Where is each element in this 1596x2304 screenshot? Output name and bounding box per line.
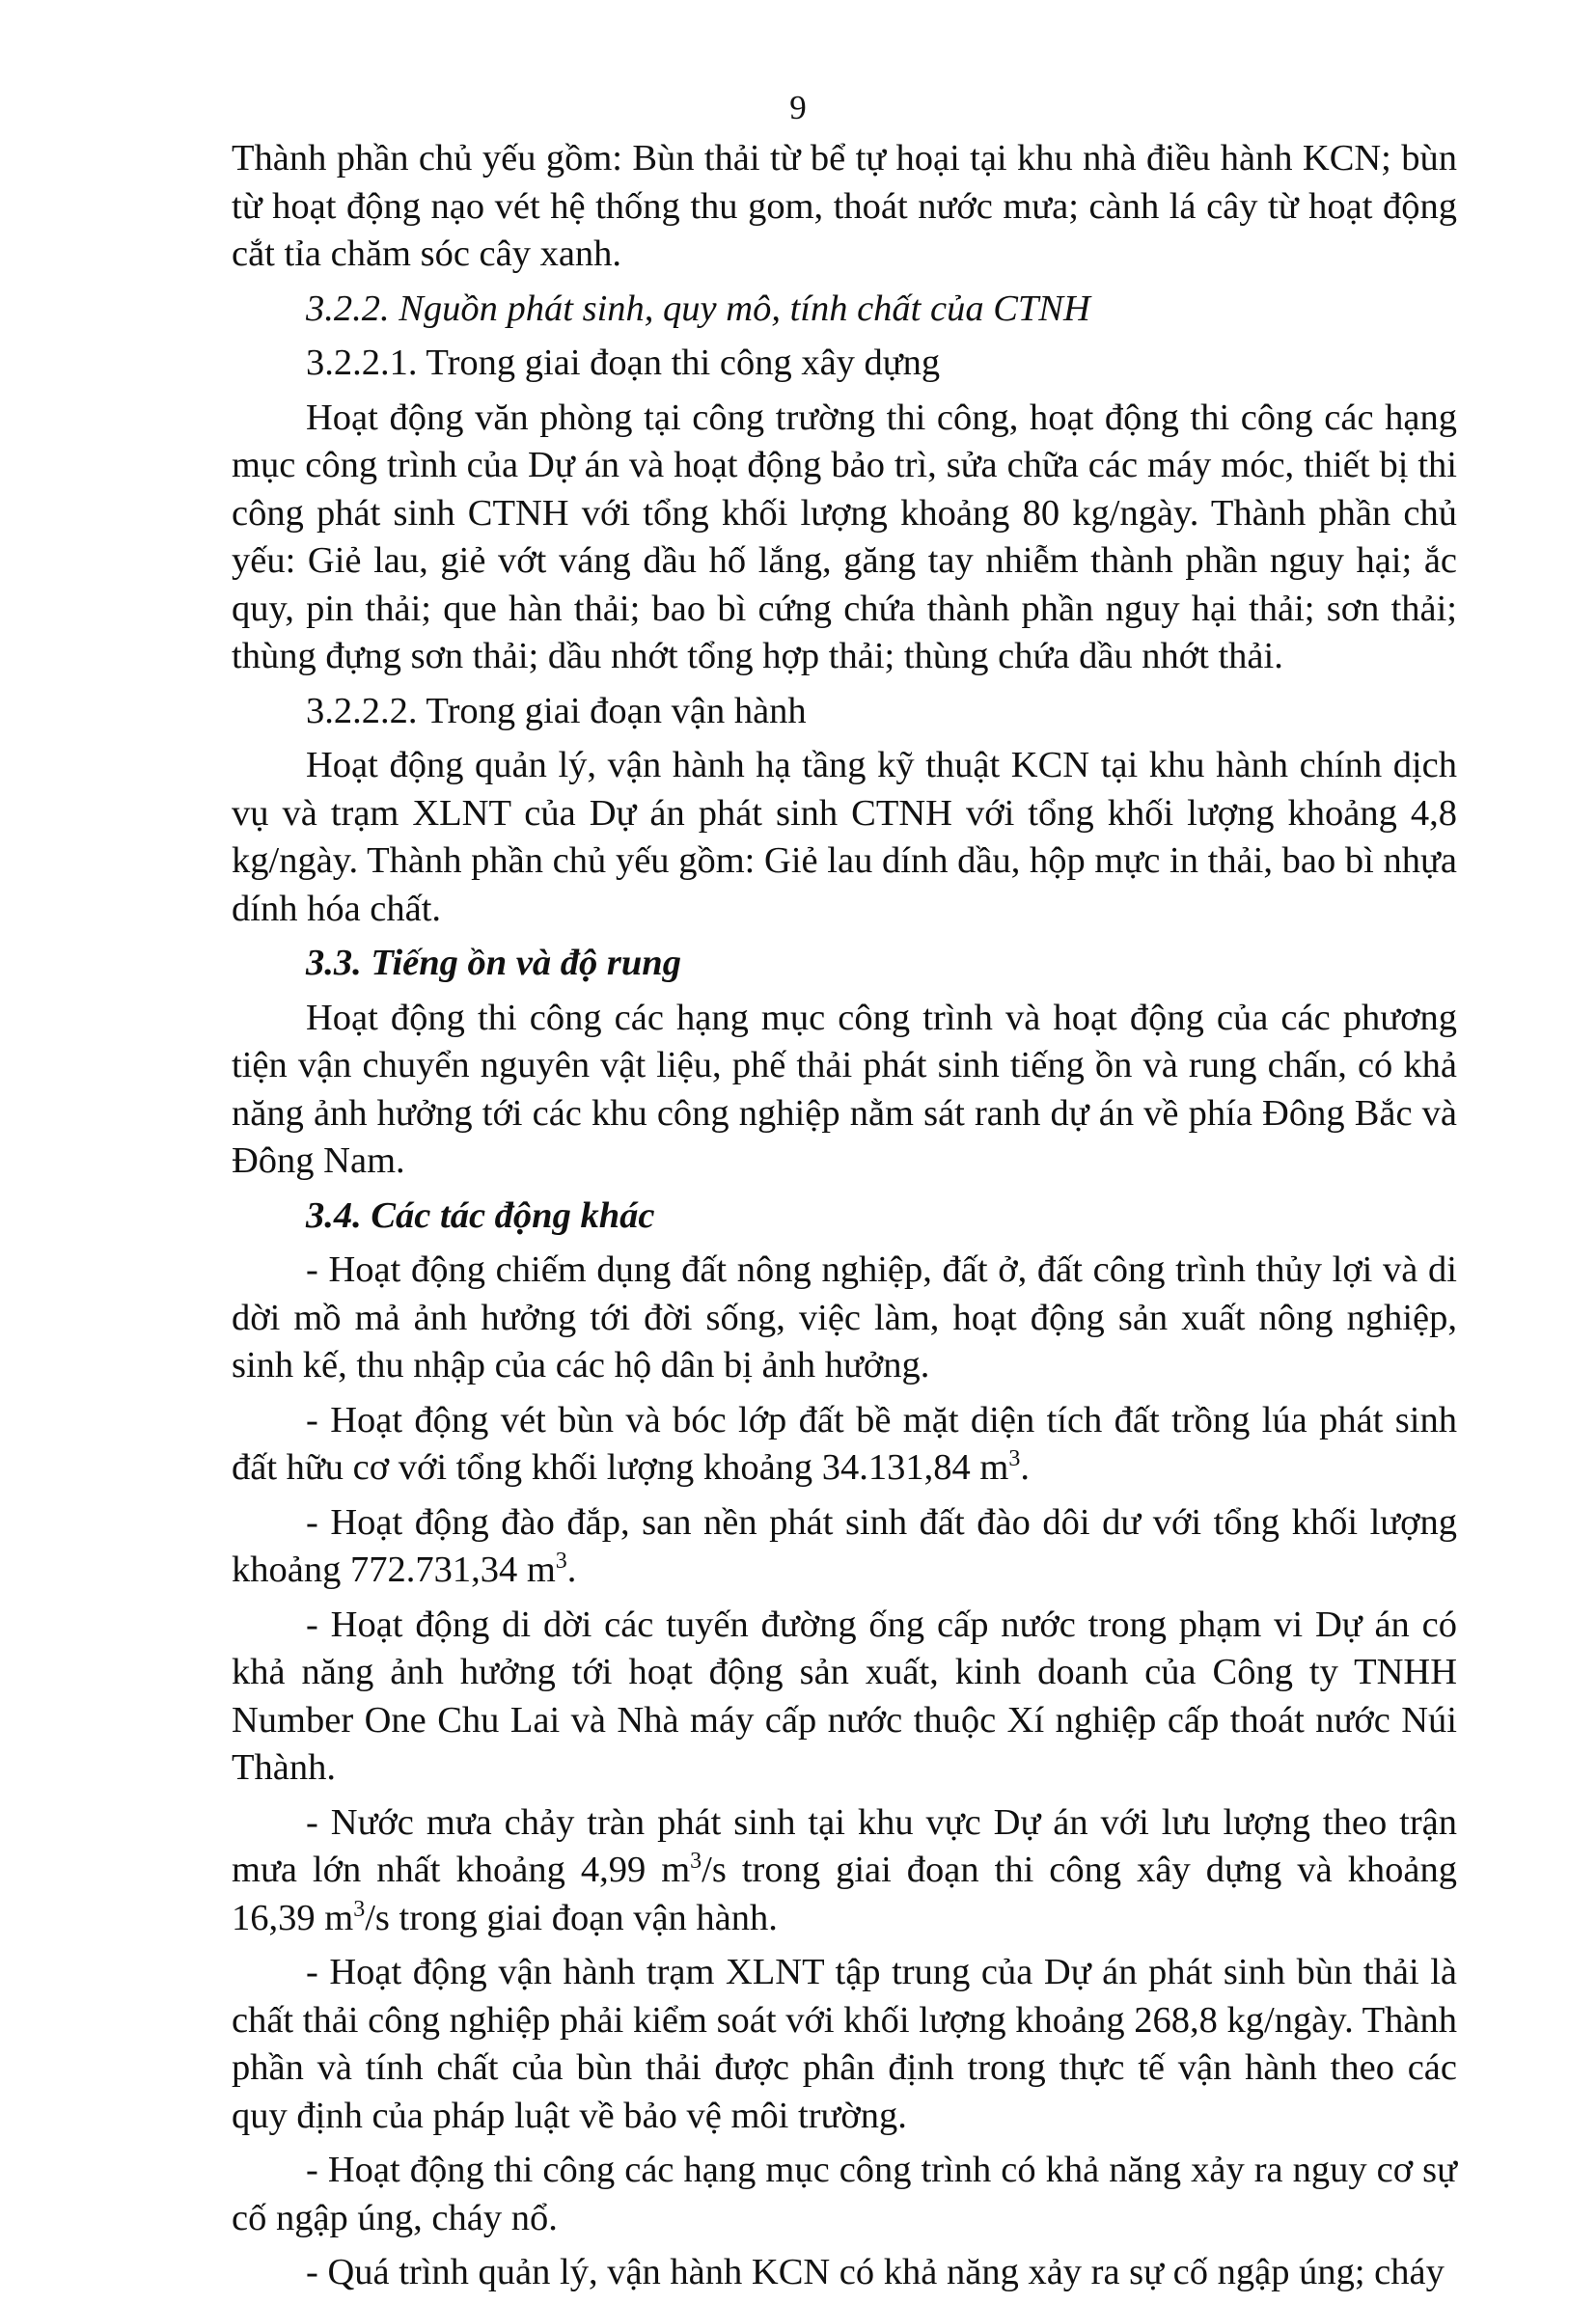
- paragraph-text: /s trong giai đoạn thi công xây dựng và khoảng 16,39 m: [232, 1850, 1457, 1938]
- paragraph-text: .: [566, 1550, 577, 1590]
- paragraph-stormwater-runoff: [232, 1799, 1457, 1943]
- page-number: 9: [789, 89, 807, 126]
- paragraph-text: /s trong giai đoạn vận hành.: [365, 1897, 778, 1938]
- document-body: [232, 135, 1457, 2304]
- subsection-heading-3-2-2-1: 3.2.2.1. Trong giai đoạn thi công xây dựng: [306, 343, 941, 383]
- superscript: 3: [555, 1549, 567, 1574]
- paragraph-construction-hazardous-waste: Hoạt động văn phòng tại công trường thi công, hoạt động thi công các hạng mục công trình của Dự án và hoạt động bảo trì, sửa chữa các máy móc, thiết bị thi công phát sinh CTNH với tổng khối lượng khoảng 80 kg/ngày. Thành phần chủ yếu: Giẻ lau, giẻ vớt váng dầu hố lắng, găng tay nhiễm thành phần nguy hại; ắc quy, pin thải; que hàn thải; bao bì cứng chứa thành phần nguy hại thải; sơn thải; thùng đựng sơn thải; dầu nhớt tổng hợp thải; thùng chứa dầu nhớt thải.: [232, 397, 1457, 676]
- paragraph-construction-incidents: - Hoạt động thi công các hạng mục công trình có khả năng xảy ra nguy cơ sự cố ngập úng, cháy nổ.: [232, 2150, 1457, 2238]
- subsection-heading-3-2-2-2: 3.2.2.2. Trong giai đoạn vận hành: [306, 690, 807, 731]
- paragraph-text: .: [1020, 1447, 1031, 1488]
- paragraph-excavation-filling: [232, 1499, 1457, 1595]
- paragraph-operation-incidents: - Quá trình quản lý, vận hành KCN có khả năng xảy ra sự cố ngập úng; cháy: [306, 2252, 1445, 2292]
- superscript: 3: [690, 1849, 702, 1874]
- paragraph-land-acquisition: - Hoạt động chiếm dụng đất nông nghiệp, đất ở, đất công trình thủy lợi và di dời mồ mả ảnh hưởng tới đời sống, việc làm, hoạt động sản xuất nông nghiệp, sinh kế, thu nhập của các hộ dân bị ảnh hưởng.: [232, 1249, 1457, 1385]
- paragraph-pipeline-relocation: - Hoạt động di dời các tuyến đường ống cấp nước trong phạm vi Dự án có khả năng ảnh hưởng tới hoạt động sản xuất, kinh doanh của Công ty TNHH Number One Chu Lai và Nhà máy cấp nước thuộc Xí nghiệp cấp thoát nước Núi Thành.: [232, 1604, 1457, 1788]
- section-heading-3-4: 3.4. Các tác động khác: [306, 1194, 655, 1236]
- paragraph-text: - Hoạt động đào đắp, san nền phát sinh đất đào dôi dư với tổng khối lượng khoảng 772.731,34 m: [232, 1501, 1457, 1590]
- paragraph-sludge-composition: Thành phần chủ yếu gồm: Bùn thải từ bể tự hoại tại khu nhà điều hành KCN; bùn từ hoạt động nạo vét hệ thống thu gom, thoát nước mưa; cành lá cây từ hoạt động cắt tỉa chăm sóc cây xanh.: [232, 138, 1457, 274]
- paragraph-wwtp-sludge: - Hoạt động vận hành trạm XLNT tập trung của Dự án phát sinh bùn thải là chất thải công nghiệp phải kiểm soát với khối lượng khoảng 268,8 kg/ngày. Thành phần và tính chất của bùn thải được phân định trong thực tế vận hành theo các quy định của pháp luật về bảo vệ môi trường.: [232, 1952, 1457, 2136]
- paragraph-text: - Nước mưa chảy tràn phát sinh tại khu vực Dự án với lưu lượng theo trận mưa lớn nhất khoảng 4,99 m: [232, 1801, 1457, 1890]
- paragraph-text: - Hoạt động vét bùn và bóc lớp đất bề mặt diện tích đất trồng lúa phát sinh đất hữu cơ với tổng khối lượng khoảng 34.131,84 m: [232, 1399, 1457, 1488]
- paragraph-topsoil-removal: [232, 1397, 1457, 1493]
- section-heading-3-2-2: 3.2.2. Nguồn phát sinh, quy mô, tính chất của CTNH: [306, 288, 1090, 329]
- section-heading-3-3: 3.3. Tiếng ồn và độ rung: [306, 943, 681, 983]
- superscript: 3: [353, 1896, 366, 1922]
- paragraph-noise-vibration: Hoạt động thi công các hạng mục công trình và hoạt động của các phương tiện vận chuyển nguyên vật liệu, phế thải phát sinh tiếng ồn và rung chấn, có khả năng ảnh hưởng tới các khu công nghiệp nằm sát ranh dự án về phía Đông Bắc và Đông Nam.: [232, 997, 1457, 1181]
- paragraph-operation-hazardous-waste: Hoạt động quản lý, vận hành hạ tầng kỹ thuật KCN tại khu hành chính dịch vụ và trạm XLNT của Dự án phát sinh CTNH với tổng khối lượng khoảng 4,8 kg/ngày. Thành phần chủ yếu gồm: Giẻ lau dính dầu, hộp mực in thải, bao bì nhựa dính hóa chất.: [232, 745, 1457, 929]
- superscript: 3: [1008, 1446, 1021, 1471]
